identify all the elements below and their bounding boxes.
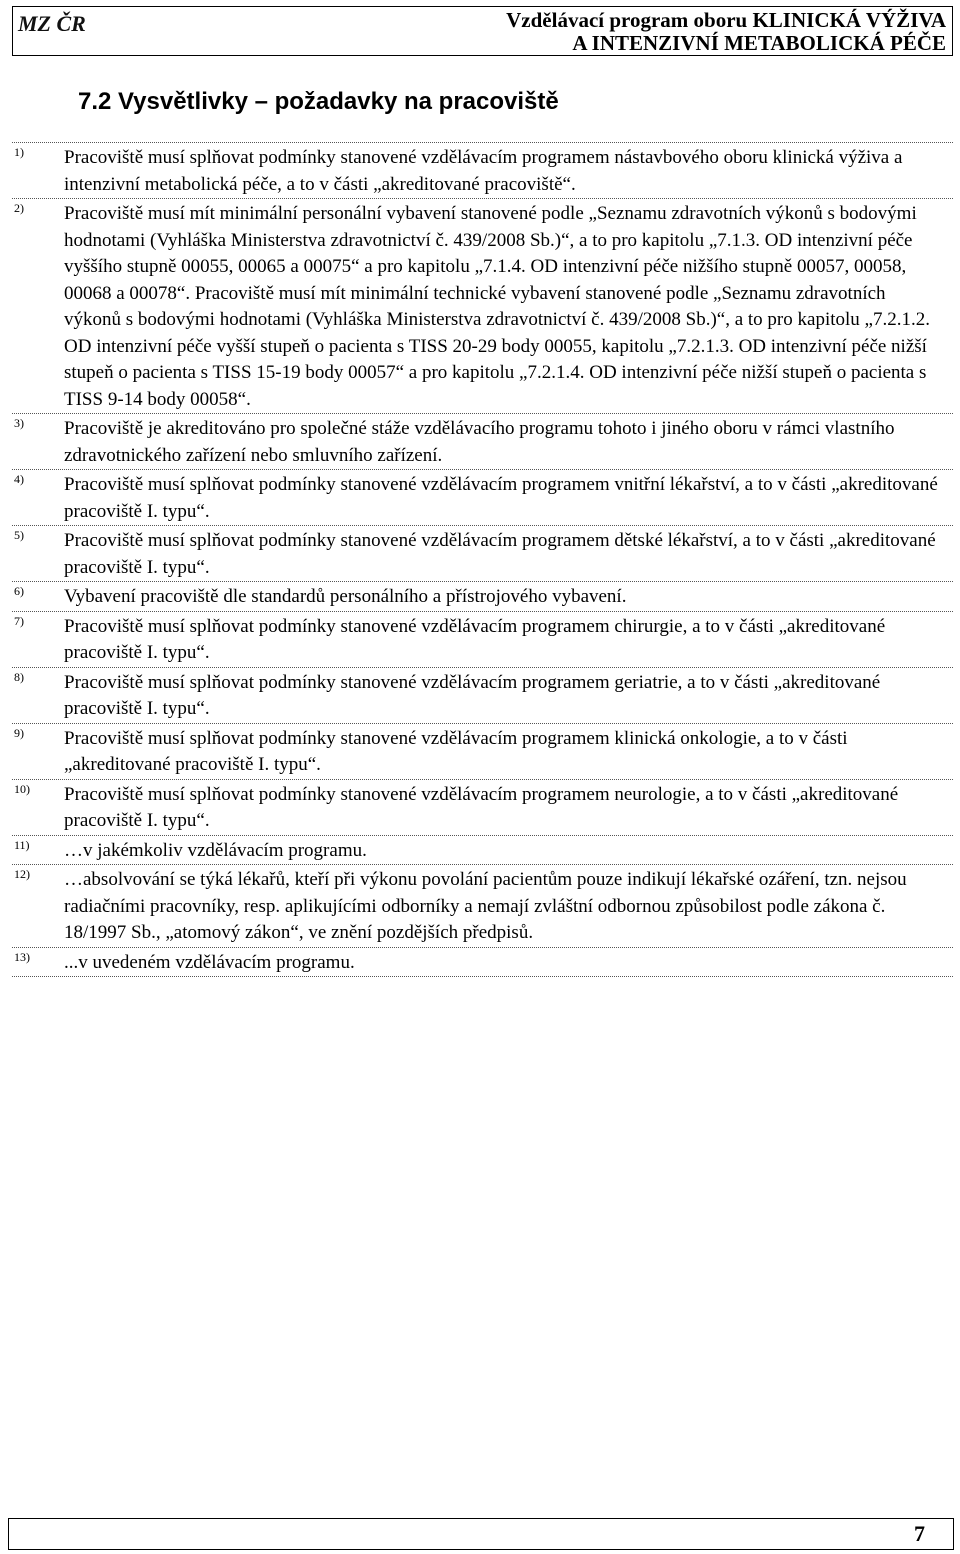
note-item [12,525,953,581]
note-item [12,864,953,947]
note-number: 1) [14,145,24,159]
note-number: 2) [14,201,24,215]
note-number: 6) [14,584,24,598]
note-text: Vybavení pracoviště dle standardů personálního a přístrojového vybavení. [64,586,627,607]
note-number: 7) [14,613,24,628]
page-footer [8,1518,954,1550]
note-number: 5) [14,528,24,542]
program-title-line-2: A INTENZIVNÍ METABOLICKÁ PÉČE [572,31,946,55]
note-text: Pracoviště musí mít minimální personální vybavení stanovené podle „Seznamu zdravotních výkonů s bodovými hodnotami (Vyhláška Ministerstva zdravotnictví č. 439/2008 Sb.)“, a to pro kapitolu „7.1.3. OD intenzivní péče vyššího stupně 00055, 00065 a 00075“ a pro kapitolu „7.1.4. OD intenzivní péče nižšího stupně 00057, 00058, 00068 a 00078“. Pracoviště musí mít minimální technické vybavení stanovené podle „Seznamu zdravotních výkonů s bodovými hodnotami (Vyhláška Ministerstva zdravotnictví č. 439/2008 Sb.)“, a to pro kapitolu „7.2.1.2. OD intenzivní péče vyšší stupeň o pacienta s TISS 20-29 body 00055, kapitolu „7.2.1.3. OD intenzivní péče nižší stupeň o pacienta s TISS 15-19 body 00057“ a pro kapitolu „7.2.1.4. OD intenzivní péče nižší stupeň o pacienta s TISS 9-14 body 00058“. [64,203,930,410]
note-item [12,723,953,779]
note-text: Pracoviště musí splňovat podmínky stanovené vzdělávacím programem chirurgie, a to v části „akreditované pracoviště I. typu“. [64,615,886,663]
note-text: Pracoviště musí splňovat podmínky stanovené vzdělávacím programem dětské lékařství, a to v části „akreditované pracoviště I. typu“. [64,530,936,578]
note-number: 13) [14,949,30,964]
ministry-label: MZ ČR [18,11,86,36]
note-item [12,835,953,865]
program-title [506,9,946,55]
note-text: Pracoviště musí splňovat podmínky stanovené vzdělávacím programem neurologie, a to v části „akreditované pracoviště I. typu“. [64,783,899,831]
note-text: ...v uvedeném vzdělávacím programu. [64,951,355,973]
note-item [12,469,953,525]
page-number: 7 [914,1521,925,1546]
page-header [12,6,953,56]
note-text: Pracoviště musí splňovat podmínky stanovené vzdělávacím programem geriatrie, a to v části „akreditované pracoviště I. typu“. [64,671,881,719]
note-item [12,198,953,413]
note-text: …v jakémkoliv vzdělávacím programu. [64,839,367,861]
note-item [12,142,953,198]
note-number: 8) [14,669,24,684]
notes-list [12,142,953,977]
note-item [12,947,953,978]
note-text: Pracoviště je akreditováno pro společné stáže vzdělávacího programu tohoto i jiného oboru v rámci vlastního zdravotnického zařízení nebo smluvního zařízení. [64,418,895,466]
note-text: Pracoviště musí splňovat podmínky stanovené vzdělávacím programem klinická onkologie, a to v části „akreditované pracoviště I. typu“. [64,727,848,775]
note-number: 10) [14,781,30,796]
note-item [12,611,953,667]
note-number: 4) [14,472,24,486]
note-item [12,779,953,835]
note-number: 11) [14,837,30,852]
note-number: 9) [14,725,24,740]
note-text: …absolvování se týká lékařů, kteří při výkonu povolání pacientům pouze indikují lékařské ozáření, tzn. nejsou radiačními pracovníky, resp. aplikujícími odborníky a nemají zvláštní odbornou způsobilost podle zákona č. 18/1997 Sb., „atomový zákon“, ve znění pozdějších předpisů. [64,869,907,943]
note-item [12,667,953,723]
section-title: 7.2 Vysvětlivky – požadavky na pracoviště [78,88,559,115]
note-number: 3) [14,416,24,430]
note-text: Pracoviště musí splňovat podmínky stanovené vzdělávacím programem nástavbového oboru klinická výživa a intenzivní metabolická péče, a to v části „akreditované pracoviště“. [64,147,903,195]
note-item [12,581,953,611]
note-text: Pracoviště musí splňovat podmínky stanovené vzdělávacím programem vnitřní lékařství, a to v části „akreditované pracoviště I. typu“. [64,474,938,522]
program-title-line-1: Vzdělávací program oboru KLINICKÁ VÝŽIVA [506,8,946,32]
note-item [12,413,953,469]
note-number: 12) [14,867,30,881]
